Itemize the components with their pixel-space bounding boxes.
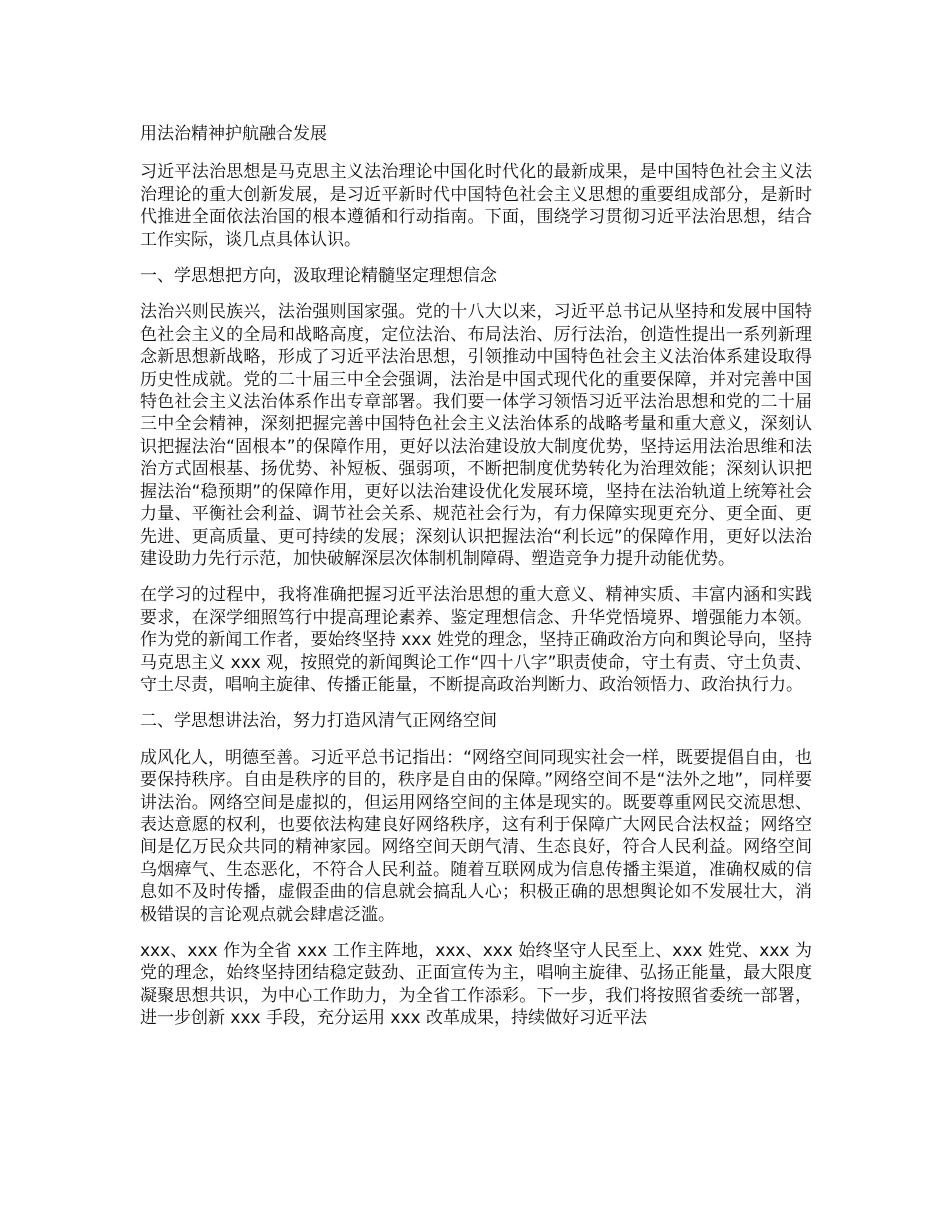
- document-page: [140, 123, 812, 1044]
- section-2-paragraph-2: xxx、xxx 作为全省 xxx 工作主阵地，xxx、xxx 始终坚守人民至上、xxx 姓党、xxx 为党的理念，始终坚持团结稳定鼓劲、正面宣传为主，唱响主旋律、弘扬正能量，最大限度凝聚思想共识，为中心工作助力，为全省工作添彩。下一步，我们将按照省委统一部署，进一步创新 xxx 手段，充分运用 xxx 改革成果，持续做好习近平法: [140, 941, 812, 1029]
- intro-paragraph: 习近平法治思想是马克思主义法治理论中国化时代化的最新成果，是中国特色社会主义法治理论的重大创新发展，是习近平新时代中国特色社会主义思想的重要组成部分，是新时代推进全面依法治国的根本遵循和行动指南。下面，围绕学习贯彻习近平法治思想，结合工作实际，谈几点具体认识。: [140, 162, 812, 250]
- section-2-paragraph-1: 成风化人，明德至善。习近平总书记指出：“网络空间同现实社会一样，既要提倡自由，也要保持秩序。自由是秩序的目的，秩序是自由的保障。”网络空间不是“法外之地”，同样要讲法治。网络空间是虚拟的，但运用网络空间的主体是现实的。既要尊重网民交流思想、表达意愿的权利，也要依法构建良好网络秩序，这有利于保障广大网民合法权益；网络空间是亿万民众共同的精神家园。网络空间天朗气清、生态良好，符合人民利益。网络空间乌烟瘴气、生态恶化，不符合人民利益。随着互联网成为信息传播主渠道，准确权威的信息如不及时传播，虚假歪曲的信息就会搞乱人心；积极正确的思想舆论如不发展壮大，消极错误的言论观点就会肆虐泛滥。: [140, 747, 812, 925]
- section-1-paragraph-1: 法治兴则民族兴，法治强则国家强。党的十八大以来，习近平总书记从坚持和发展中国特色社会主义的全局和战略高度，定位法治、布局法治、厉行法治，创造性提出一系列新理念新思想新战略，形成了习近平法治思想，引领推动中国特色社会主义法治体系建设取得历史性成就。党的二十届三中全会强调，法治是中国式现代化的重要保障，并对完善中国特色社会主义法治体系作出专章部署。我们要一体学习领悟习近平法治思想和党的二十届三中全会精神，深刻把握完善中国特色社会主义法治体系的战略考量和重大意义，深刻认识把握法治“固根本”的保障作用，更好以法治建设放大制度优势，坚持运用法治思维和法治方式固根基、扬优势、补短板、强弱项，不断把制度优势转化为治理效能；深刻认识把握法治“稳预期”的保障作用，更好以法治建设优化发展环境，坚持在法治轨道上统筹社会力量、平衡社会利益、调节社会关系、规范社会行为，有力保障实现更充分、更全面、更先进、更高质量、更可持续的发展；深刻认识把握法治“利长远”的保障作用，更好以法治建设助力先行示范，加快破解深层次体制机制障碍、塑造竞争力提升动能优势。: [140, 302, 812, 569]
- section-heading-1: 一、学思想把方向，汲取理论精髓坚定理想信念: [140, 266, 497, 287]
- section-heading-2: 二、学思想讲法治，努力打造风清气正网络空间: [140, 711, 497, 732]
- section-1-paragraph-2: 在学习的过程中，我将准确把握习近平法治思想的重大意义、精神实质、丰富内涵和实践要求，在深学细照笃行中提高理论素养、鉴定理想信念、升华党悟境界、增强能力本领。作为党的新闻工作者，要始终坚持 xxx 姓党的理念，坚持正确政治方向和舆论导向，坚持马克思主义 xxx 观，按照党的新闻舆论工作“四十八字”职责使命，守土有责、守土负责、守土尽责，唱响主旋律、传播正能量，不断提高政治判断力、政治领悟力、政治执行力。: [140, 585, 812, 695]
- document-title: 用法治精神护航融合发展: [140, 124, 327, 144]
